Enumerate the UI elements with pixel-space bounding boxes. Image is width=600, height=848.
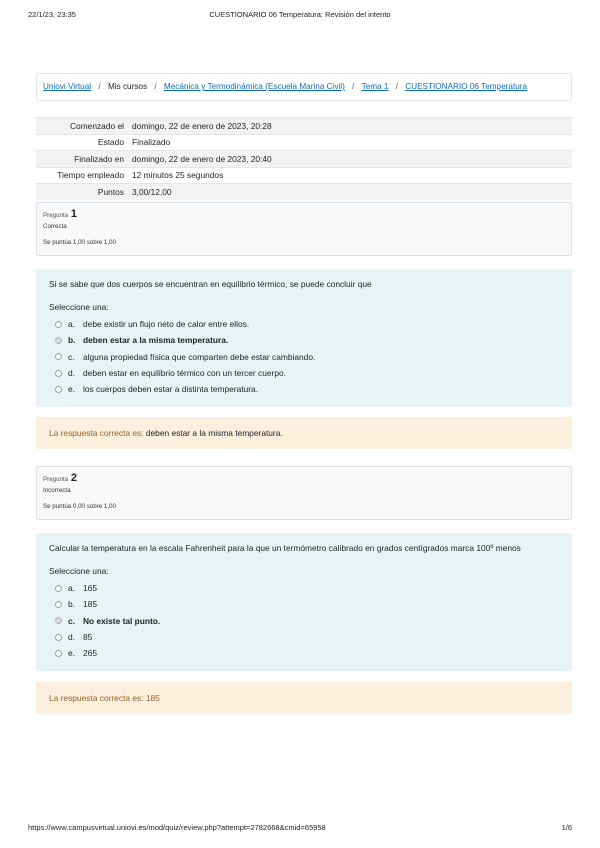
answer-letter: b. — [68, 599, 75, 610]
summary-value: domingo, 22 de enero de 2023, 20:40 — [130, 151, 572, 168]
question-number-value: 2 — [70, 472, 77, 484]
answer-option[interactable] — [49, 580, 559, 596]
summary-value: 12 minutos 25 segundos — [130, 167, 572, 184]
answer-option[interactable] — [49, 629, 559, 645]
answer-letter: d. — [68, 368, 75, 379]
answer-option[interactable] — [49, 349, 559, 365]
summary-row — [36, 118, 572, 135]
question-text: Si se sabe que dos cuerpos se encuentran en equilibrio térmico, se puede concluir que — [49, 279, 372, 289]
breadcrumb-separator: / — [98, 82, 101, 91]
question-2-formulation — [36, 533, 572, 671]
summary-value: domingo, 22 de enero de 2023, 20:28 — [130, 118, 572, 135]
breadcrumb-course[interactable]: Mecánica y Termodinámica (Escuela Marina Civil) — [163, 82, 345, 91]
question-number — [43, 208, 565, 220]
breadcrumb — [36, 73, 572, 101]
question-state: Correcta — [43, 223, 67, 230]
select-prompt: Seleccione una: — [49, 566, 109, 576]
radio-button[interactable] — [55, 650, 62, 657]
print-timestamp: 22/1/23, 23:35 — [28, 10, 76, 19]
page-number: 1/6 — [561, 823, 572, 832]
answer-text: 185 — [83, 599, 97, 610]
answer-option[interactable] — [49, 365, 559, 381]
question-label: Pregunta — [43, 212, 69, 219]
question-grade: Se puntúa 1,00 sobre 1,00 — [43, 239, 116, 246]
answer-letter: e. — [68, 648, 75, 659]
question-2-feedback — [36, 682, 572, 714]
breadcrumb-separator: / — [154, 82, 157, 91]
radio-button[interactable] — [55, 321, 62, 328]
answer-option[interactable] — [49, 316, 559, 332]
breadcrumb-quiz[interactable]: CUESTIONARIO 06 Temperatura — [405, 82, 528, 91]
answer-text: 265 — [83, 648, 97, 659]
summary-row — [36, 184, 572, 200]
question-state: Incorrecta — [43, 487, 71, 494]
question-number-value: 1 — [70, 208, 77, 220]
question-2-info — [36, 466, 572, 520]
summary-key: Puntos — [36, 184, 130, 200]
answer-text: No existe tal punto. — [83, 615, 161, 626]
breadcrumb-mis-cursos: Mis cursos — [107, 82, 148, 91]
radio-button[interactable] — [55, 634, 62, 641]
breadcrumb-uniovi-virtual[interactable]: Uniovi Virtual — [43, 82, 92, 91]
radio-button[interactable] — [55, 386, 62, 393]
correct-answer-label: La respuesta correcta es: — [49, 693, 144, 703]
question-text: Calcular la temperatura en la escala Fahrenheit para la que un termómetro calibrado en grados centígrados marca 100º menos — [49, 543, 521, 553]
summary-key: Comenzado el — [36, 118, 130, 135]
summary-key: Estado — [36, 134, 130, 151]
print-url: https://www.campusvirtual.uniovi.es/mod/quiz/review.php?attempt=2782668&cmid=65958 — [28, 823, 326, 832]
answer-letter: b. — [68, 335, 76, 346]
breadcrumb-separator: / — [395, 82, 398, 91]
question-number — [43, 472, 565, 484]
summary-key: Tiempo empleado — [36, 167, 130, 184]
radio-button[interactable] — [55, 585, 62, 592]
answer-letter: e. — [68, 384, 75, 395]
summary-row — [36, 167, 572, 184]
question-1-info — [36, 202, 572, 256]
answer-letter: c. — [68, 615, 75, 626]
summary-key: Finalizado en — [36, 151, 130, 168]
answer-option[interactable] — [49, 596, 559, 612]
question-label: Pregunta — [43, 476, 69, 483]
correct-answer-label: La respuesta correcta es: — [49, 428, 144, 438]
radio-button[interactable] — [55, 601, 62, 608]
question-1-feedback — [36, 417, 572, 449]
question-grade: Se puntúa 0,00 sobre 1,00 — [43, 503, 116, 510]
summary-value: 3,00/12,00 — [130, 184, 572, 200]
answer-option[interactable] — [49, 332, 559, 348]
answer-option[interactable] — [49, 613, 559, 629]
radio-button[interactable] — [55, 337, 62, 344]
correct-answer-text: 185 — [145, 693, 160, 703]
attempt-summary-table — [36, 117, 572, 200]
answer-text: deben estar a la misma temperatura. — [83, 335, 229, 346]
correct-answer-text: deben estar a la misma temperatura. — [145, 428, 283, 438]
answer-text: 165 — [83, 583, 97, 594]
answer-option[interactable] — [49, 381, 559, 397]
answer-text: los cuerpos deben estar a distinta temperatura. — [83, 384, 259, 395]
answer-letter: a. — [68, 583, 75, 594]
answer-text: deben estar en equilibrio térmico con un tercer cuerpo. — [83, 368, 286, 379]
radio-button[interactable] — [55, 617, 62, 624]
radio-button[interactable] — [55, 370, 62, 377]
print-title: CUESTIONARIO 06 Temperatura: Revisión del intento — [209, 10, 391, 19]
breadcrumb-tema[interactable]: Tema 1 — [361, 82, 389, 91]
answer-text: alguna propiedad física que comparten debe estar cambiando. — [83, 351, 316, 362]
breadcrumb-separator: / — [352, 82, 355, 91]
answer-option[interactable] — [49, 645, 559, 661]
summary-row — [36, 134, 572, 151]
summary-row — [36, 151, 572, 168]
answer-letter: c. — [68, 351, 75, 362]
summary-value: Finalizado — [130, 134, 572, 151]
radio-button[interactable] — [55, 353, 62, 360]
select-prompt: Seleccione una: — [49, 302, 109, 312]
answer-letter: a. — [68, 319, 75, 330]
answer-text: 85 — [83, 632, 93, 643]
question-1-formulation — [36, 269, 572, 407]
answer-letter: d. — [68, 632, 75, 643]
answer-text: debe existir un flujo neto de calor entre ellos. — [83, 319, 250, 330]
